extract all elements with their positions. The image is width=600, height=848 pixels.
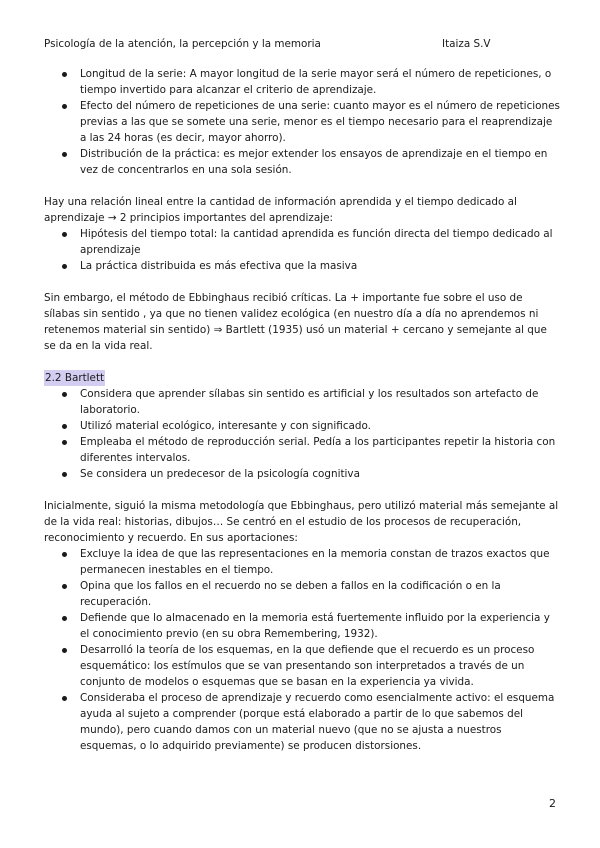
list-item: Consideraba el proceso de aprendizaje y recuerdo como esencialmente activo: el esquema ayuda al sujeto a comprender (porque está elaborado a partir de lo que sabemos del mundo), pero cuando damos con un material nuevo (que no se ajusta a nuestros esquemas, o lo adquirido previamente) se producen distorsiones. — [44, 690, 560, 754]
header-title: Psicología de la atención, la percepción y la memoria — [44, 38, 321, 50]
section-heading: 2.2 Bartlett — [45, 372, 105, 384]
list-item: Empleaba el método de reproducción serial. Pedía a los participantes repetir la historia con diferentes intervalos. — [44, 434, 560, 466]
paragraph-linear-relation: Hay una relación lineal entre la cantidad de información aprendida y el tiempo dedicado al aprendizaje → 2 principios importantes del aprendizaje: — [44, 196, 517, 224]
contributions-list — [44, 546, 560, 754]
list-item: Distribución de la práctica: es mejor extender los ensayos de aprendizaje en el tiempo en vez de concentrarlos en una sola sesión. — [44, 146, 560, 178]
list-item: Utilizó material ecológico, interesante y con significado. — [44, 418, 560, 434]
page-content — [44, 66, 560, 754]
list-item: Opina que los fallos en el recuerdo no se deben a fallos en la codificación o en la recuperación. — [44, 578, 560, 610]
list-item: Desarrolló la teoría de los esquemas, en la que defiende que el recuerdo es un proceso esquemático: los estímulos que se van presentando son interpretados a través de un conjunto de modelos o esquemas que se basan en la experiencia ya vivida. — [44, 642, 560, 690]
list-item: La práctica distribuida es más efectiva que la masiva — [44, 258, 560, 274]
paragraph-methodology: Inicialmente, siguió la misma metodología que Ebbinghaus, pero utilizó material más semejante al de la vida real: historias, dibujos… Se centró en el estudio de los procesos de recuperación, reconocimiento y recuerdo. En sus aportaciones: — [44, 500, 559, 544]
list-item: Excluye la idea de que las representaciones en la memoria constan de trazos exactos que permanecen inestables en el tiempo. — [44, 546, 560, 578]
list-item: Considera que aprender sílabas sin sentido es artificial y los resultados son artefacto de laboratorio. — [44, 386, 560, 418]
principles-list — [44, 226, 560, 274]
paragraph-criticism: Sin embargo, el método de Ebbinghaus recibió críticas. La + importante fue sobre el uso de sílabas sin sentido , ya que no tienen validez ecológica (en nuestro día a día no aprendemos ni retenemos material sin sentido) ⇒ Bartlett (1935) usó un material + cercano y semejante al que se da en la vida real. — [44, 292, 547, 352]
list-item: Efecto del número de repeticiones de una serie: cuanto mayor es el número de repeticiones previas a las que se somete una serie, menor es el tiempo necesario para el reaprendizaje a las 24 horas (es decir, mayor ahorro). — [44, 98, 560, 146]
list-item: Hipótesis del tiempo total: la cantidad aprendida es función directa del tiempo dedicado al aprendizaje — [44, 226, 560, 258]
learning-factors-list — [44, 66, 560, 178]
list-item: Defiende que lo almacenado en la memoria está fuertemente influido por la experiencia y el conocimiento previo (en su obra Remembering, 1932). — [44, 610, 560, 642]
page-number: 2 — [549, 797, 556, 810]
header-author: Itaiza S.V — [442, 38, 491, 50]
list-item: Longitud de la serie: A mayor longitud de la serie mayor será el número de repeticiones, o tiempo invertido para alcanzar el criterio de aprendizaje. — [44, 66, 560, 98]
list-item: Se considera un predecesor de la psicología cognitiva — [44, 466, 560, 482]
bartlett-list — [44, 386, 560, 482]
